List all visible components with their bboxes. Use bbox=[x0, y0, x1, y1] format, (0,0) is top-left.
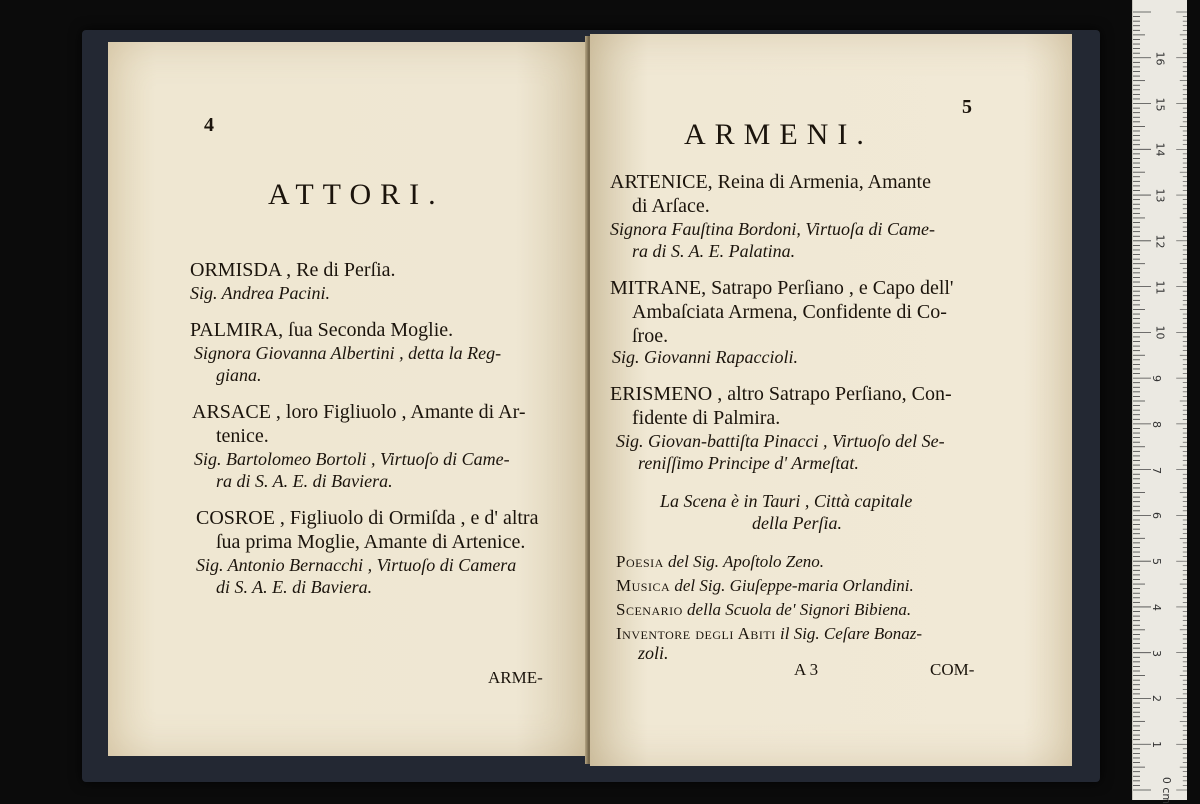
ruler-label: 16 bbox=[1153, 51, 1167, 66]
role-line: ORMISDA , Re di Perſia. bbox=[190, 259, 396, 281]
singer-line: Sig. Giovan-battiſta Pinacci , Virtuoſo del Se- bbox=[616, 431, 945, 451]
ruler-label: 13 bbox=[1153, 188, 1167, 203]
role-line: ſroe. bbox=[632, 325, 669, 347]
ruler-label: 5 bbox=[1150, 558, 1163, 566]
scene-line: La Scena è in Tauri , Città capitale bbox=[660, 491, 913, 511]
ruler-label: 1 bbox=[1150, 741, 1163, 749]
credit-line: Inventore degli Abiti il Sig. Ceſare Bonaz- bbox=[616, 624, 922, 643]
ruler-label: 6 bbox=[1150, 512, 1163, 520]
credit-line: Scenario della Scuola de' Signori Bibiena. bbox=[616, 600, 912, 619]
role-line: ARSACE , loro Figliuolo , Amante di Ar- bbox=[192, 401, 526, 423]
page-number: 5 bbox=[962, 96, 972, 118]
ruler-label: 8 bbox=[1150, 420, 1163, 428]
page-heading: ATTORI. bbox=[268, 178, 445, 211]
measuring-ruler bbox=[1132, 0, 1187, 804]
role-line: ERISMENO , altro Satrapo Perſiano, Con- bbox=[610, 383, 952, 405]
ruler-label: 0 cm bbox=[1160, 776, 1174, 804]
singer-line: Sig. Antonio Bernacchi , Virtuoſo di Camera bbox=[196, 555, 517, 575]
catchword: ARME- bbox=[488, 668, 543, 687]
singer-line: ra di S. A. E. Palatina. bbox=[632, 241, 796, 261]
signature-mark: A 3 bbox=[794, 660, 819, 679]
role-line: COSROE , Figliuolo di Ormiſda , e d' altra bbox=[196, 507, 539, 529]
singer-line: reniſſimo Principe d' Armeſtat. bbox=[638, 453, 859, 473]
left-page bbox=[108, 42, 588, 756]
singer-line: Sig. Giovanni Rapaccioli. bbox=[612, 347, 798, 367]
right-page bbox=[590, 34, 1072, 766]
role-line: ſua prima Moglie, Amante di Artenice. bbox=[216, 531, 526, 553]
role-line: MITRANE, Satrapo Perſiano , e Capo dell' bbox=[610, 277, 954, 299]
scene-line: della Perſia. bbox=[752, 513, 842, 533]
singer-line: di S. A. E. di Baviera. bbox=[216, 577, 373, 597]
ruler-label: 4 bbox=[1150, 603, 1163, 611]
role-line: Ambaſciata Armena, Confidente di Co- bbox=[632, 301, 947, 323]
role-line: ARTENICE, Reina di Armenia, Amante bbox=[610, 171, 931, 193]
ruler-label: 12 bbox=[1153, 234, 1167, 249]
ruler-label: 14 bbox=[1153, 142, 1167, 157]
catchword: COM- bbox=[930, 660, 975, 679]
ruler-label: 2 bbox=[1150, 695, 1163, 703]
singer-line: Signora Giovanna Albertini , detta la Reg- bbox=[194, 343, 502, 363]
ruler-label: 11 bbox=[1153, 280, 1167, 295]
singer-line: Sig. Bartolomeo Bortoli , Virtuoſo di Came- bbox=[194, 449, 510, 469]
ruler-label: 7 bbox=[1150, 466, 1163, 474]
role-line: di Arſace. bbox=[632, 195, 710, 217]
singer-line: Sig. Andrea Pacini. bbox=[190, 283, 330, 303]
page-heading: ARMENI. bbox=[684, 118, 873, 151]
role-line: tenice. bbox=[216, 425, 269, 447]
ruler-label: 15 bbox=[1153, 97, 1167, 112]
singer-line: Signora Fauſtina Bordoni, Virtuoſa di Came- bbox=[610, 219, 935, 239]
page-number: 4 bbox=[204, 114, 214, 136]
singer-line: giana. bbox=[216, 365, 262, 385]
credit-line: Musica del Sig. Giuſeppe-maria Orlandini. bbox=[616, 576, 914, 595]
ruler-label: 10 bbox=[1153, 325, 1167, 340]
singer-line: ra di S. A. E. di Baviera. bbox=[216, 471, 393, 491]
credit-line: zoli. bbox=[638, 643, 669, 663]
ruler-label: 3 bbox=[1150, 649, 1163, 657]
role-line: PALMIRA, ſua Seconda Moglie. bbox=[190, 319, 454, 341]
credit-line: Poesia del Sig. Apoſtolo Zeno. bbox=[616, 552, 825, 571]
ruler-label: 9 bbox=[1150, 375, 1163, 383]
ruler-ticks bbox=[1133, 0, 1187, 800]
role-line: fidente di Palmira. bbox=[632, 407, 781, 429]
